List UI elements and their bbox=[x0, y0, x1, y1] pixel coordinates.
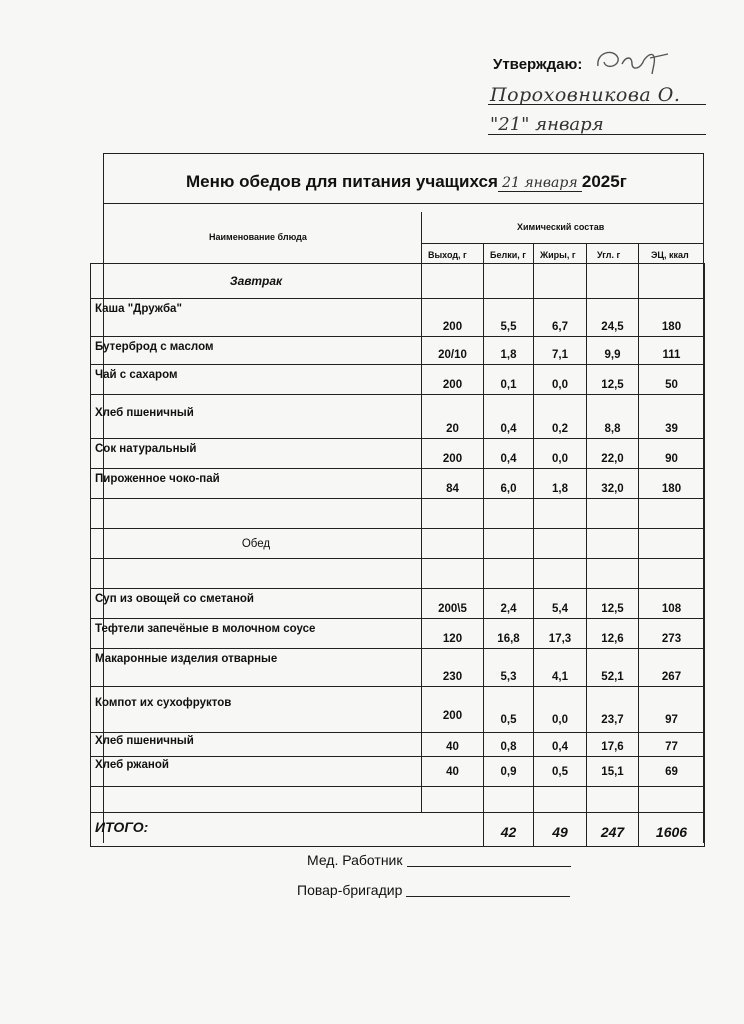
header-col-div-4 bbox=[638, 243, 639, 263]
header-col-div-3 bbox=[586, 243, 587, 263]
table-row bbox=[91, 649, 705, 687]
dish-yield: 40 bbox=[422, 733, 484, 757]
dish-fat: 4,1 bbox=[534, 649, 587, 687]
total-kcal: 1606 bbox=[639, 813, 705, 847]
dish-name: Пироженное чоко-пай bbox=[91, 469, 422, 499]
dish-kcal: 273 bbox=[639, 619, 705, 649]
empty-row bbox=[91, 559, 705, 589]
empty-cell bbox=[534, 559, 587, 589]
total-row bbox=[91, 813, 705, 847]
dish-yield: 84 bbox=[422, 469, 484, 499]
total-label: ИТОГО: bbox=[91, 813, 484, 847]
dish-kcal: 111 bbox=[639, 337, 705, 365]
empty-cell bbox=[587, 529, 639, 559]
dish-yield: 120 bbox=[422, 619, 484, 649]
empty-cell bbox=[587, 499, 639, 529]
total-fat: 49 bbox=[534, 813, 587, 847]
empty-cell bbox=[484, 264, 534, 299]
table-row bbox=[91, 757, 705, 787]
dish-fat: 1,8 bbox=[534, 469, 587, 499]
dish-protein: 0,8 bbox=[484, 733, 534, 757]
empty-row bbox=[91, 499, 705, 529]
dish-carbs: 24,5 bbox=[587, 299, 639, 337]
table-row bbox=[91, 439, 705, 469]
empty-cell bbox=[91, 787, 422, 813]
empty-cell bbox=[422, 559, 484, 589]
dish-name: Бутерброд с маслом bbox=[91, 337, 422, 365]
dish-kcal: 69 bbox=[639, 757, 705, 787]
title-prefix: Меню обедов для питания учащихся bbox=[186, 172, 498, 191]
empty-cell bbox=[534, 499, 587, 529]
dish-carbs: 32,0 bbox=[587, 469, 639, 499]
dish-carbs: 17,6 bbox=[587, 733, 639, 757]
header-col-fat: Жиры, г bbox=[540, 250, 576, 260]
empty-cell bbox=[534, 529, 587, 559]
dish-kcal: 108 bbox=[639, 589, 705, 619]
empty-cell bbox=[422, 264, 484, 299]
empty-cell bbox=[587, 787, 639, 813]
dish-name: Хлеб пшеничный bbox=[91, 395, 422, 439]
dish-yield: 20 bbox=[422, 395, 484, 439]
empty-cell bbox=[587, 264, 639, 299]
dish-protein: 5,5 bbox=[484, 299, 534, 337]
dish-kcal: 50 bbox=[639, 365, 705, 395]
signature-medic-label: Мед. Работник bbox=[307, 852, 403, 868]
header-dish: Наименование блюда bbox=[209, 232, 307, 242]
table-header bbox=[103, 212, 704, 263]
dish-protein: 0,4 bbox=[484, 395, 534, 439]
dish-protein: 0,5 bbox=[484, 687, 534, 733]
signature-icon bbox=[592, 44, 672, 78]
total-protein: 42 bbox=[484, 813, 534, 847]
dish-fat: 0,2 bbox=[534, 395, 587, 439]
header-col-kcal: ЭЦ, ккал bbox=[651, 250, 689, 260]
title-divider bbox=[103, 203, 704, 204]
empty-cell bbox=[534, 787, 587, 813]
empty-cell bbox=[422, 529, 484, 559]
dish-yield: 200 bbox=[422, 365, 484, 395]
empty-row bbox=[91, 787, 705, 813]
approval-handwritten-date: "21" января bbox=[490, 114, 604, 135]
dish-carbs: 8,8 bbox=[587, 395, 639, 439]
approval-handwritten-name: Пороховникова О. bbox=[490, 84, 681, 106]
header-col-carbs: Угл. г bbox=[597, 250, 621, 260]
dish-name: Хлеб пшеничный bbox=[91, 733, 422, 757]
dish-fat: 0,0 bbox=[534, 687, 587, 733]
dish-carbs: 23,7 bbox=[587, 687, 639, 733]
header-h-divider bbox=[421, 243, 704, 244]
dish-name: Суп из овощей со сметаной bbox=[91, 589, 422, 619]
dish-yield: 40 bbox=[422, 757, 484, 787]
signature-cook-line bbox=[406, 896, 570, 897]
table-row bbox=[91, 687, 705, 733]
empty-cell bbox=[639, 559, 705, 589]
dish-yield: 200 bbox=[422, 299, 484, 337]
dish-carbs: 12,5 bbox=[587, 365, 639, 395]
dish-protein: 1,8 bbox=[484, 337, 534, 365]
dish-yield: 200\5 bbox=[422, 589, 484, 619]
title-handwritten-date: 21 января bbox=[498, 175, 582, 192]
dish-carbs: 12,6 bbox=[587, 619, 639, 649]
empty-cell bbox=[91, 559, 422, 589]
section-lunch: Обед bbox=[91, 529, 422, 559]
dish-yield: 200 bbox=[422, 687, 484, 733]
empty-cell bbox=[422, 787, 484, 813]
header-chem: Химический состав bbox=[517, 222, 605, 232]
dish-protein: 6,0 bbox=[484, 469, 534, 499]
dish-carbs: 9,9 bbox=[587, 337, 639, 365]
dish-fat: 0,5 bbox=[534, 757, 587, 787]
dish-fat: 7,1 bbox=[534, 337, 587, 365]
dish-fat: 6,7 bbox=[534, 299, 587, 337]
dish-protein: 0,9 bbox=[484, 757, 534, 787]
dish-name: Тефтели запечёные в молочном соусе bbox=[91, 619, 422, 649]
dish-kcal: 97 bbox=[639, 687, 705, 733]
dish-name: Хлеб ржаной bbox=[91, 757, 422, 787]
empty-cell bbox=[587, 559, 639, 589]
dish-fat: 5,4 bbox=[534, 589, 587, 619]
dish-kcal: 77 bbox=[639, 733, 705, 757]
header-col-div-2 bbox=[533, 243, 534, 263]
header-v-divider bbox=[421, 212, 422, 263]
dish-kcal: 180 bbox=[639, 299, 705, 337]
header-col-div-1 bbox=[483, 243, 484, 263]
dish-fat: 0,0 bbox=[534, 365, 587, 395]
approval-date-line bbox=[488, 134, 706, 135]
signature-cook bbox=[297, 882, 570, 898]
table-row bbox=[91, 469, 705, 499]
empty-cell bbox=[91, 499, 422, 529]
dish-protein: 0,1 bbox=[484, 365, 534, 395]
table-row bbox=[91, 619, 705, 649]
total-carbs: 247 bbox=[587, 813, 639, 847]
page-title bbox=[186, 172, 627, 192]
dish-fat: 0,4 bbox=[534, 733, 587, 757]
dish-carbs: 52,1 bbox=[587, 649, 639, 687]
signature-cook-label: Повар-бригадир bbox=[297, 882, 403, 898]
empty-cell bbox=[639, 787, 705, 813]
empty-cell bbox=[422, 499, 484, 529]
dish-kcal: 180 bbox=[639, 469, 705, 499]
empty-cell bbox=[484, 787, 534, 813]
section-row-breakfast bbox=[91, 264, 705, 299]
empty-cell bbox=[484, 499, 534, 529]
empty-cell bbox=[639, 264, 705, 299]
table-row bbox=[91, 395, 705, 439]
dish-yield: 20/10 bbox=[422, 337, 484, 365]
dish-name: Чай с сахаром bbox=[91, 365, 422, 395]
header-col-protein: Белки, г bbox=[490, 250, 526, 260]
approval-label: Утверждаю: bbox=[493, 56, 583, 73]
dish-protein: 2,4 bbox=[484, 589, 534, 619]
dish-yield: 200 bbox=[422, 439, 484, 469]
dish-name: Макаронные изделия отварные bbox=[91, 649, 422, 687]
dish-name: Сок натуральный bbox=[91, 439, 422, 469]
dish-name: Каша "Дружба" bbox=[91, 299, 422, 337]
approval-name-line bbox=[488, 104, 706, 105]
dish-name: Компот их сухофруктов bbox=[91, 687, 422, 733]
dish-fat: 17,3 bbox=[534, 619, 587, 649]
dish-kcal: 39 bbox=[639, 395, 705, 439]
dish-carbs: 12,5 bbox=[587, 589, 639, 619]
empty-cell bbox=[639, 529, 705, 559]
dish-protein: 5,3 bbox=[484, 649, 534, 687]
table-row bbox=[91, 337, 705, 365]
section-row-lunch bbox=[91, 529, 705, 559]
dish-carbs: 15,1 bbox=[587, 757, 639, 787]
empty-cell bbox=[639, 499, 705, 529]
signature-medic-line bbox=[407, 866, 571, 867]
table-row bbox=[91, 365, 705, 395]
table-row bbox=[91, 589, 705, 619]
table-row bbox=[91, 299, 705, 337]
table-row bbox=[91, 733, 705, 757]
dish-fat: 0,0 bbox=[534, 439, 587, 469]
empty-cell bbox=[484, 559, 534, 589]
empty-cell bbox=[484, 529, 534, 559]
title-year: 2025г bbox=[581, 172, 627, 191]
empty-cell bbox=[534, 264, 587, 299]
section-breakfast: Завтрак bbox=[91, 264, 422, 299]
dish-protein: 16,8 bbox=[484, 619, 534, 649]
dish-protein: 0,4 bbox=[484, 439, 534, 469]
header-col-yield: Выход, г bbox=[428, 250, 467, 260]
dish-carbs: 22,0 bbox=[587, 439, 639, 469]
dish-yield: 230 bbox=[422, 649, 484, 687]
dish-kcal: 267 bbox=[639, 649, 705, 687]
menu-table bbox=[90, 263, 705, 847]
signature-medic bbox=[307, 852, 571, 868]
dish-kcal: 90 bbox=[639, 439, 705, 469]
